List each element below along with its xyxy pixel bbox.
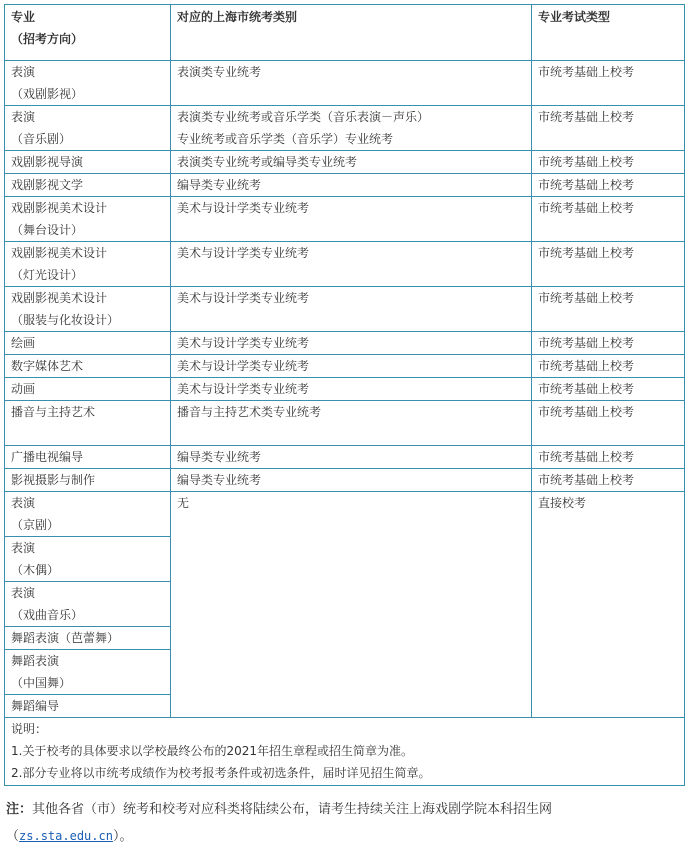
header-major-title: 专业 <box>11 10 36 24</box>
category-cell <box>171 151 532 174</box>
major-cell <box>5 492 171 537</box>
major-name: 戏剧影视美术设计 <box>11 201 108 215</box>
category-text: 表演类专业统考 <box>177 65 262 79</box>
table-row <box>5 197 685 242</box>
major-cell <box>5 650 171 695</box>
category-text: 美术与设计学类专业统考 <box>177 336 310 350</box>
major-cell <box>5 287 171 332</box>
major-name: 表演 <box>11 496 36 510</box>
category-cell <box>171 355 532 378</box>
footnote-lead: 注： <box>6 802 33 817</box>
table-row <box>5 61 685 106</box>
category-text: 美术与设计学类专业统考 <box>177 201 310 215</box>
major-name: 戏剧影视美术设计 <box>11 246 108 260</box>
table-row <box>5 469 685 492</box>
major-name: 数字媒体艺术 <box>11 359 84 373</box>
table-row <box>5 174 685 197</box>
exam-type-cell: 市统考基础上校考 <box>532 61 685 106</box>
notes-cell <box>5 718 685 786</box>
category-cell <box>171 106 532 151</box>
table-row <box>5 446 685 469</box>
table-row <box>5 106 685 151</box>
major-name: 戏剧影视美术设计 <box>11 291 108 305</box>
notes-title: 说明： <box>11 722 48 736</box>
table-row <box>5 151 685 174</box>
table-row <box>5 492 685 537</box>
major-name: 广播电视编导 <box>11 450 84 464</box>
exam-type-cell-merged: 直接校考 <box>532 492 685 718</box>
exam-type-cell: 市统考基础上校考 <box>532 287 685 332</box>
table-row <box>5 378 685 401</box>
major-name: （京剧） <box>11 518 60 532</box>
category-cell <box>171 242 532 287</box>
header-major-subtitle: （招考方向） <box>11 32 84 46</box>
major-name: （戏曲音乐） <box>11 608 84 622</box>
category-text: 编导类专业统考 <box>177 178 262 192</box>
exam-type-cell: 市统考基础上校考 <box>532 242 685 287</box>
major-name: （灯光设计） <box>11 268 84 282</box>
category-text: 编导类专业统考 <box>177 450 262 464</box>
category-text: 美术与设计学类专业统考 <box>177 359 310 373</box>
category-text: 播音与主持艺术类专业统考 <box>177 405 322 419</box>
footnote <box>6 797 686 850</box>
major-name: 舞蹈表演 <box>11 654 60 668</box>
major-cell <box>5 582 171 627</box>
header-category: 对应的上海市统考类别 <box>171 5 532 61</box>
major-cell <box>5 151 171 174</box>
major-cell <box>5 627 171 650</box>
category-cell <box>171 287 532 332</box>
major-cell <box>5 174 171 197</box>
exam-type-cell: 市统考基础上校考 <box>532 469 685 492</box>
major-name: （音乐剧） <box>11 132 72 146</box>
footnote-text: 其他各省（市）统考和校考对应科类将陆续公布，请考生持续关注上海戏剧学院本科招生网 <box>32 802 553 817</box>
notes-row <box>5 718 685 786</box>
category-cell <box>171 469 532 492</box>
major-cell <box>5 537 171 582</box>
major-name: （舞台设计） <box>11 223 84 237</box>
category-text: 美术与设计学类专业统考 <box>177 291 310 305</box>
major-cell <box>5 61 171 106</box>
header-row <box>5 5 685 61</box>
category-text: 表演类专业统考或音乐学类（音乐表演－声乐） <box>177 110 430 124</box>
table-row <box>5 401 685 446</box>
exam-type-cell: 市统考基础上校考 <box>532 332 685 355</box>
major-name: 表演 <box>11 541 36 555</box>
category-cell <box>171 401 532 446</box>
category-cell <box>171 61 532 106</box>
major-name: 影视摄影与制作 <box>11 473 96 487</box>
major-name: 戏剧影视文学 <box>11 178 84 192</box>
table-row <box>5 355 685 378</box>
major-name: 表演 <box>11 65 36 79</box>
major-name: 表演 <box>11 110 36 124</box>
major-name: 绘画 <box>11 336 36 350</box>
category-cell <box>171 378 532 401</box>
major-cell <box>5 332 171 355</box>
admission-table <box>4 4 685 786</box>
major-name: 播音与主持艺术 <box>11 405 96 419</box>
category-cell <box>171 174 532 197</box>
exam-type-cell: 市统考基础上校考 <box>532 355 685 378</box>
major-cell <box>5 695 171 718</box>
major-name: 舞蹈编导 <box>11 699 60 713</box>
category-cell <box>171 197 532 242</box>
major-cell <box>5 242 171 287</box>
category-text: 美术与设计学类专业统考 <box>177 382 310 396</box>
major-cell <box>5 106 171 151</box>
major-cell <box>5 446 171 469</box>
major-cell <box>5 469 171 492</box>
table-body <box>5 61 685 786</box>
exam-type-cell: 市统考基础上校考 <box>532 106 685 151</box>
major-name: 表演 <box>11 586 36 600</box>
exam-type-cell: 市统考基础上校考 <box>532 151 685 174</box>
category-text: 表演类专业统考或编导类专业统考 <box>177 155 358 169</box>
major-name: （戏剧影视） <box>11 87 84 101</box>
major-name: （中国舞） <box>11 676 72 690</box>
major-name: 动画 <box>11 382 36 396</box>
footnote-paren-close: ）。 <box>112 829 133 844</box>
major-cell <box>5 355 171 378</box>
table-row <box>5 287 685 332</box>
header-major <box>5 5 171 61</box>
category-cell <box>171 446 532 469</box>
major-name: 戏剧影视导演 <box>11 155 84 169</box>
note-item: 2.部分专业将以市统考成绩作为校考报考条件或初选条件，届时详见招生简章。 <box>11 766 431 780</box>
major-cell <box>5 401 171 446</box>
header-exam-type: 专业考试类型 <box>532 5 685 61</box>
category-text: 编导类专业统考 <box>177 473 262 487</box>
exam-type-cell: 市统考基础上校考 <box>532 401 685 446</box>
table-row <box>5 332 685 355</box>
exam-type-cell: 市统考基础上校考 <box>532 197 685 242</box>
major-name: （服装与化妆设计） <box>11 313 120 327</box>
category-cell <box>171 332 532 355</box>
footnote-paren-open: （ <box>6 829 20 844</box>
major-cell <box>5 197 171 242</box>
exam-type-cell: 市统考基础上校考 <box>532 174 685 197</box>
major-name: 舞蹈表演（芭蕾舞） <box>11 631 120 645</box>
category-text: 美术与设计学类专业统考 <box>177 246 310 260</box>
category-cell-merged: 无 <box>171 492 532 718</box>
note-item: 1.关于校考的具体要求以学校最终公布的2021年招生章程或招生简章为准。 <box>11 744 413 758</box>
major-cell <box>5 378 171 401</box>
table-row <box>5 242 685 287</box>
category-text: 专业统考或音乐学类（音乐学）专业统考 <box>177 132 394 146</box>
exam-type-cell: 市统考基础上校考 <box>532 378 685 401</box>
major-name: （木偶） <box>11 563 60 577</box>
admissions-site-link[interactable]: zs.sta.edu.cn <box>19 829 113 843</box>
exam-type-cell: 市统考基础上校考 <box>532 446 685 469</box>
